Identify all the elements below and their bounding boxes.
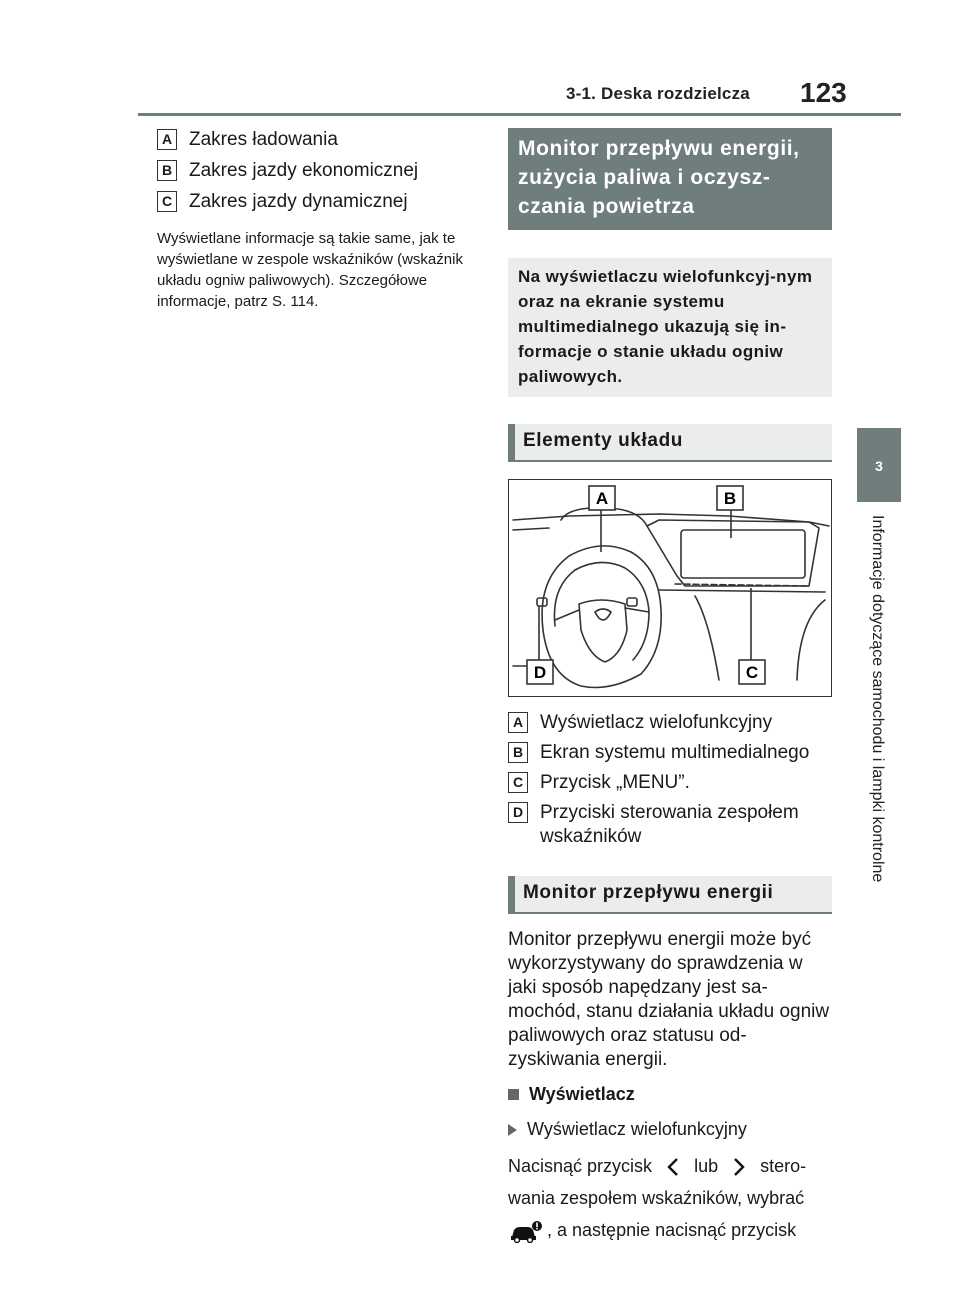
dash-lower — [659, 590, 825, 592]
instr-line3: , a następnie nacisnąć przycisk — [547, 1220, 797, 1240]
instr-line2: wania zespołem wskaźników, wybrać — [508, 1188, 805, 1208]
badge-d: D — [508, 802, 528, 823]
callout-d: D — [533, 663, 547, 682]
badge-b: B — [508, 742, 528, 763]
badge-a: A — [508, 712, 528, 733]
callout-a: A — [595, 489, 609, 508]
main-heading: Monitor przepływu energii, zużycia paliwa i oczysz-czania powietrza — [508, 128, 832, 230]
legend-text: Przycisk „MENU”. — [540, 772, 690, 793]
page-number: 123 — [800, 77, 847, 108]
multimedia-screen — [681, 530, 805, 578]
legend-item — [508, 771, 832, 795]
chapter-tab[interactable] — [857, 428, 901, 502]
legend-item — [157, 190, 479, 214]
intro-box: Na wyświetlaczu wielofunkcyj-nym oraz na ekranie systemu multimedialnego ukazują się in-formacje o stanie układu ogniw paliwowych. — [508, 258, 832, 397]
legend-text: Wyświetlacz wielofunkcyjny — [540, 712, 773, 733]
center-console — [695, 596, 719, 680]
legend-item — [157, 159, 479, 183]
dash-line-2 — [513, 528, 549, 530]
legend-item — [508, 801, 832, 849]
spoke-left — [555, 610, 579, 620]
square-bullet-icon — [508, 1089, 519, 1100]
chevron-left-icon — [667, 1150, 679, 1182]
instr-part1: Nacisnąć przycisk — [508, 1156, 653, 1176]
instruction — [508, 1150, 832, 1246]
legend-text: Zakres ładowania — [189, 129, 338, 150]
legend-text: Ekran systemu multimedialnego — [540, 742, 810, 763]
header-rule — [138, 113, 901, 116]
badge-b: B — [157, 160, 177, 181]
legend-text: Zakres jazdy dynamicznej — [189, 191, 408, 212]
badge-a: A — [157, 129, 177, 150]
legend-text: Zakres jazdy ekonomicznej — [189, 160, 419, 181]
legend-item — [508, 741, 832, 765]
chevron-right-icon — [733, 1150, 745, 1182]
energy-monitor-heading: Monitor przepływu energii — [508, 876, 832, 914]
spoke-right — [625, 608, 649, 612]
callout-c: C — [745, 663, 759, 682]
display-bullet — [508, 1119, 832, 1140]
wheel-outer — [542, 546, 661, 688]
legend-text: Przyciski sterowania zespołem wskaźników — [540, 802, 799, 847]
triangle-bullet-icon — [508, 1124, 517, 1136]
figure-legend — [508, 711, 832, 849]
info-note: Wyświetlane informacje są takie same, jak te wyświetlane w zespole wskaźników (wskaźnik układu ogniw paliwowych). Szczegółowe informacje, patrz S. 114. — [157, 230, 463, 310]
instr-part2: lub — [694, 1156, 719, 1176]
dashboard-illustration — [508, 479, 832, 697]
display-item-text: Wyświetlacz wielofunkcyjny — [527, 1119, 747, 1139]
dashboard-drawing — [509, 480, 833, 698]
instr-part3: stero- — [760, 1156, 807, 1176]
display-heading-text: Wyświetlacz — [529, 1084, 635, 1104]
display-subheading — [508, 1084, 832, 1105]
section-title: 3-1. Deska rozdzielcza — [566, 84, 750, 103]
hub-emblem — [595, 609, 611, 620]
callout-b: B — [723, 489, 737, 508]
chapter-number: 3 — [875, 458, 883, 474]
badge-c: C — [157, 191, 177, 212]
legend-item — [508, 711, 832, 735]
right-column — [508, 128, 832, 1246]
legend-item — [157, 128, 479, 152]
console-right — [797, 600, 825, 680]
chapter-label: Informacje dotyczące samochodu i lampki kontrolne — [869, 515, 886, 883]
elements-heading: Elementy układu — [508, 424, 832, 462]
car-info-icon — [508, 1220, 542, 1240]
energy-monitor-text: Monitor przepływu energii może być wykorzystywany do sprawdzenia w jaki sposób napędzany jest sa-mochód, stanu działania układu ogniw paliwowych oraz statusu od-zyskiwania energii. — [508, 929, 830, 1070]
left-column — [157, 128, 479, 312]
wheel-inner — [554, 562, 649, 660]
control-buttons-right — [627, 598, 637, 606]
badge-c: C — [508, 772, 528, 793]
